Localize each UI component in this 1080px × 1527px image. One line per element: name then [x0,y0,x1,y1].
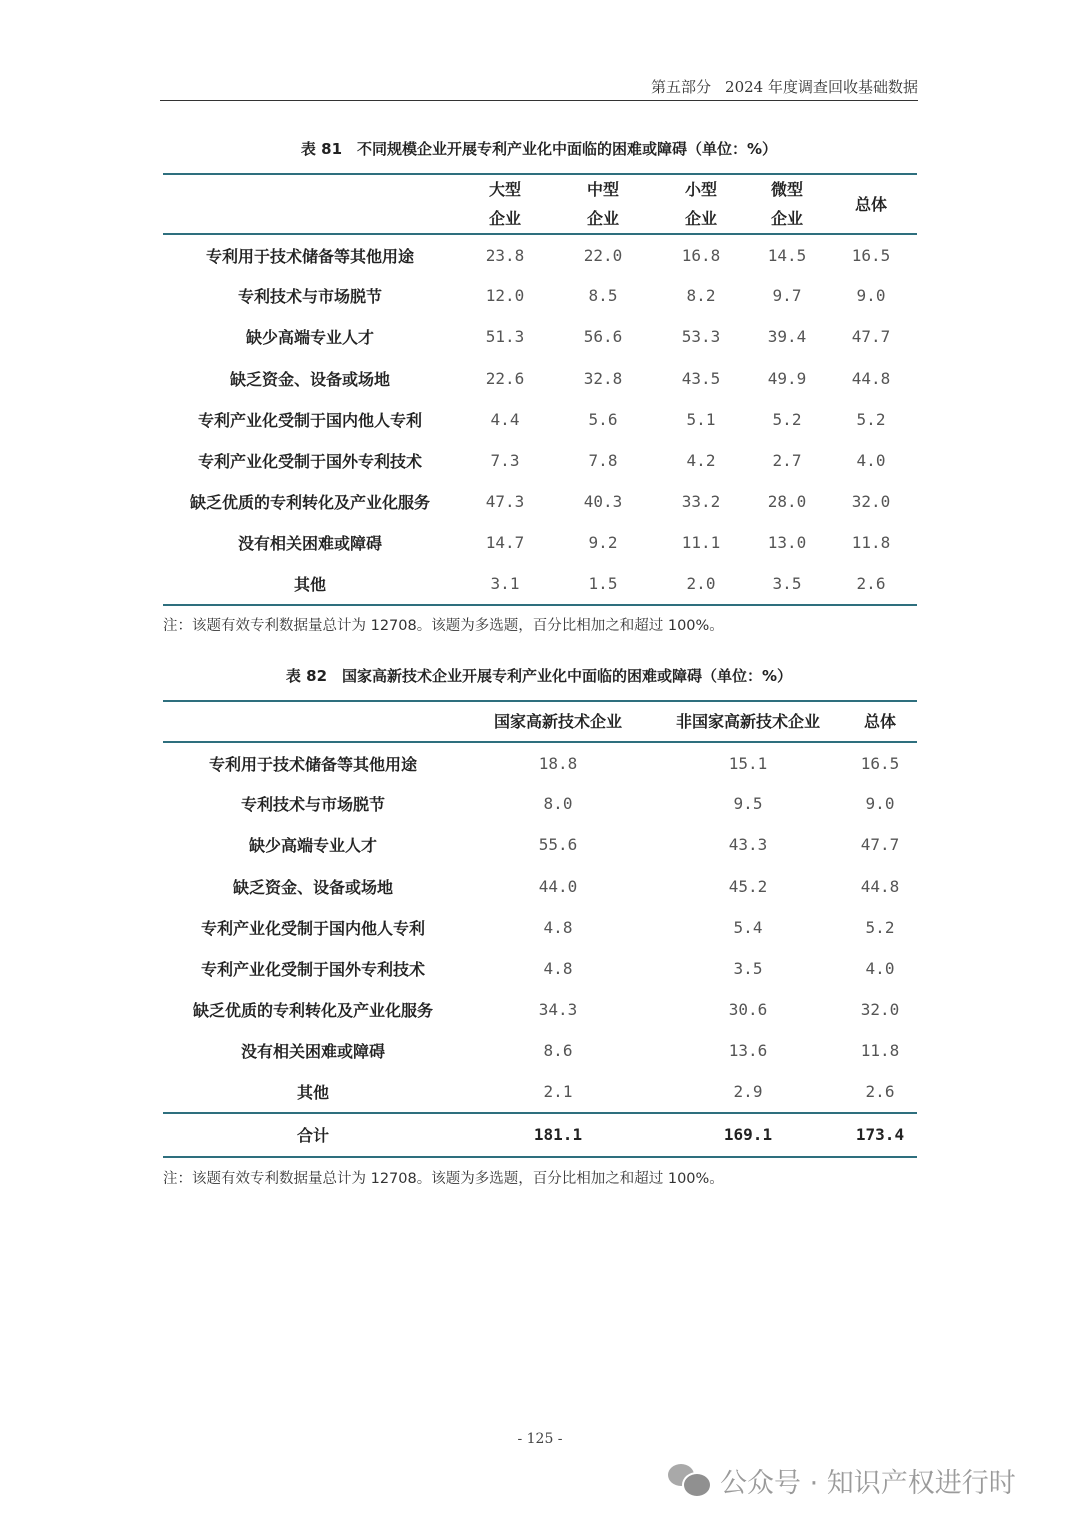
cell: 14.7 [485,533,525,553]
cell: 5.2 [865,917,895,937]
total-row [163,1113,917,1157]
total-cell: 169.1 [653,1113,843,1157]
row-label: 专利技术与市场脱节 [240,795,385,815]
table-row [163,1030,917,1071]
cell: 47.7 [851,327,891,347]
row-label: 缺少高端专业人才 [245,328,374,348]
cell: 11.8 [851,533,891,553]
cell: 43.5 [681,368,721,388]
cell: 33.2 [681,492,721,512]
cell: 13.0 [767,533,807,553]
cell: 45.2 [728,876,768,896]
table-81 [163,173,917,606]
cell: 16.5 [860,753,900,773]
header-part: 第五部分 [651,78,712,96]
row-label: 缺乏资金、设备或场地 [229,369,390,389]
cell: 23.8 [485,245,525,265]
total-cell: 181.1 [463,1113,653,1157]
cell: 39.4 [767,327,807,347]
cell: 5.4 [733,917,763,937]
cell: 53.3 [681,327,721,347]
cell: 34.3 [538,1000,578,1020]
watermark-text: 公众号 · 知识产权进行时 [720,1467,1016,1499]
cell: 22.0 [583,245,623,265]
row-label: 专利技术与市场脱节 [237,287,382,307]
cell: 44.8 [860,876,900,896]
cell: 2.1 [543,1082,573,1102]
cell: 56.6 [583,327,623,347]
cell: 9.5 [733,794,763,814]
cell: 18.8 [538,753,578,773]
cell: 16.8 [681,245,721,265]
cell: 32.8 [583,368,623,388]
table-row [163,783,917,824]
cell: 47.7 [860,835,900,855]
cell: 12.0 [485,286,525,306]
row-label: 没有相关困难或障碍 [237,534,382,554]
col-header-large-line2: 企业 [457,204,553,234]
table-row [163,824,917,865]
row-label: 专利产业化受制于国外专利技术 [197,452,422,472]
col-header-large: 大型 [457,174,553,204]
cell: 2.6 [825,564,917,605]
col-header-overall: 总体 [825,174,917,234]
table-row [163,866,917,907]
cell: 4.8 [543,959,573,979]
cell: 44.8 [851,368,891,388]
watermark [668,1460,1016,1500]
cell: 8.0 [543,794,573,814]
wechat-icon [668,1462,712,1498]
cell: 51.3 [485,327,525,347]
table-81-note: 注：该题有效专利数据量总计为 12708。该题为多选题，百分比相加之和超过 100%。 [163,618,724,634]
col-header-micro-line2: 企业 [749,204,825,234]
row-label: 专利产业化受制于国内他人专利 [197,410,422,430]
total-cell: 173.4 [843,1113,917,1157]
row-label: 缺乏优质的专利转化及产业化服务 [189,493,430,513]
table-row [163,316,917,357]
cell: 4.8 [543,917,573,937]
cell: 4.0 [856,451,886,471]
table-row [163,275,917,316]
cell: 4.2 [686,451,716,471]
row-label: 专利用于技术储备等其他用途 [205,246,414,266]
cell: 2.0 [653,564,749,605]
table-81-caption: 表 81 不同规模企业开展专利产业化中面临的困难或障碍（单位：%） [300,140,778,158]
col-header-medium: 中型 [553,174,653,204]
row-label: 没有相关困难或障碍 [240,1042,385,1062]
cell: 2.6 [865,1082,895,1102]
table-row [163,440,917,481]
cell: 16.5 [851,245,891,265]
header-blank [163,701,463,742]
cell: 5.6 [588,409,618,429]
cell: 40.3 [583,492,623,512]
table-82 [163,700,917,1158]
table-row [163,742,917,783]
cell: 1.5 [553,564,653,605]
cell: 4.4 [490,409,520,429]
cell: 13.6 [728,1041,768,1061]
row-label: 缺乏优质的专利转化及产业化服务 [192,1001,433,1021]
cell: 30.6 [728,1000,768,1020]
row-label: 专利用于技术储备等其他用途 [208,754,417,774]
table-row [163,358,917,399]
cell: 8.5 [588,286,618,306]
table-row [163,907,917,948]
cell: 2.9 [733,1082,763,1102]
table-row [163,564,917,605]
table-row [163,399,917,440]
table-row [163,989,917,1030]
cell: 22.6 [485,368,525,388]
table-row [163,234,917,275]
cell: 32.0 [860,1000,900,1020]
cell: 9.7 [772,286,802,306]
col-header-overall: 总体 [843,701,917,742]
cell: 49.9 [767,368,807,388]
cell: 55.6 [538,835,578,855]
cell: 8.2 [686,286,716,306]
cell: 47.3 [485,492,525,512]
cell: 9.0 [856,286,886,306]
table-row [163,481,917,522]
table-82-caption: 表 82 国家高新技术企业开展专利产业化中面临的困难或障碍（单位：%） [285,667,793,685]
table-row [163,522,917,563]
cell: 3.1 [457,564,553,605]
col-header-small-line2: 企业 [653,204,749,234]
cell: 9.2 [588,533,618,553]
row-label: 缺少高端专业人才 [248,836,377,856]
header-title: 2024 年度调查回收基础数据 [725,78,918,96]
col-header-high-tech: 国家高新技术企业 [463,701,653,742]
cell: 7.3 [490,451,520,471]
cell: 14.5 [767,245,807,265]
cell: 44.0 [538,876,578,896]
row-label: 专利产业化受制于国外专利技术 [200,960,425,980]
row-label: 其他 [163,564,457,605]
table-82-note: 注：该题有效专利数据量总计为 12708。该题为多选题，百分比相加之和超过 100%。 [163,1171,724,1187]
col-header-micro: 微型 [749,174,825,204]
cell: 28.0 [767,492,807,512]
cell: 15.1 [728,753,768,773]
row-label: 缺乏资金、设备或场地 [232,877,393,897]
cell: 3.5 [733,959,763,979]
page-number: - 125 - [517,1431,563,1447]
cell: 5.2 [856,409,886,429]
col-header-small: 小型 [653,174,749,204]
cell: 2.7 [772,451,802,471]
cell: 4.0 [865,959,895,979]
row-label: 专利产业化受制于国内他人专利 [200,918,425,938]
header-blank [163,174,457,234]
row-label: 其他 [296,1083,329,1103]
cell: 11.1 [681,533,721,553]
cell: 8.6 [543,1041,573,1061]
col-header-medium-line2: 企业 [553,204,653,234]
table-row [163,948,917,989]
cell: 5.1 [686,409,716,429]
cell: 9.0 [865,794,895,814]
table-row [163,1072,917,1113]
running-header [160,74,918,101]
cell: 3.5 [749,564,825,605]
cell: 43.3 [728,835,768,855]
total-label: 合计 [163,1113,463,1157]
cell: 5.2 [772,409,802,429]
col-header-non-high-tech: 非国家高新技术企业 [653,701,843,742]
cell: 11.8 [860,1041,900,1061]
cell: 32.0 [851,492,891,512]
cell: 7.8 [588,451,618,471]
